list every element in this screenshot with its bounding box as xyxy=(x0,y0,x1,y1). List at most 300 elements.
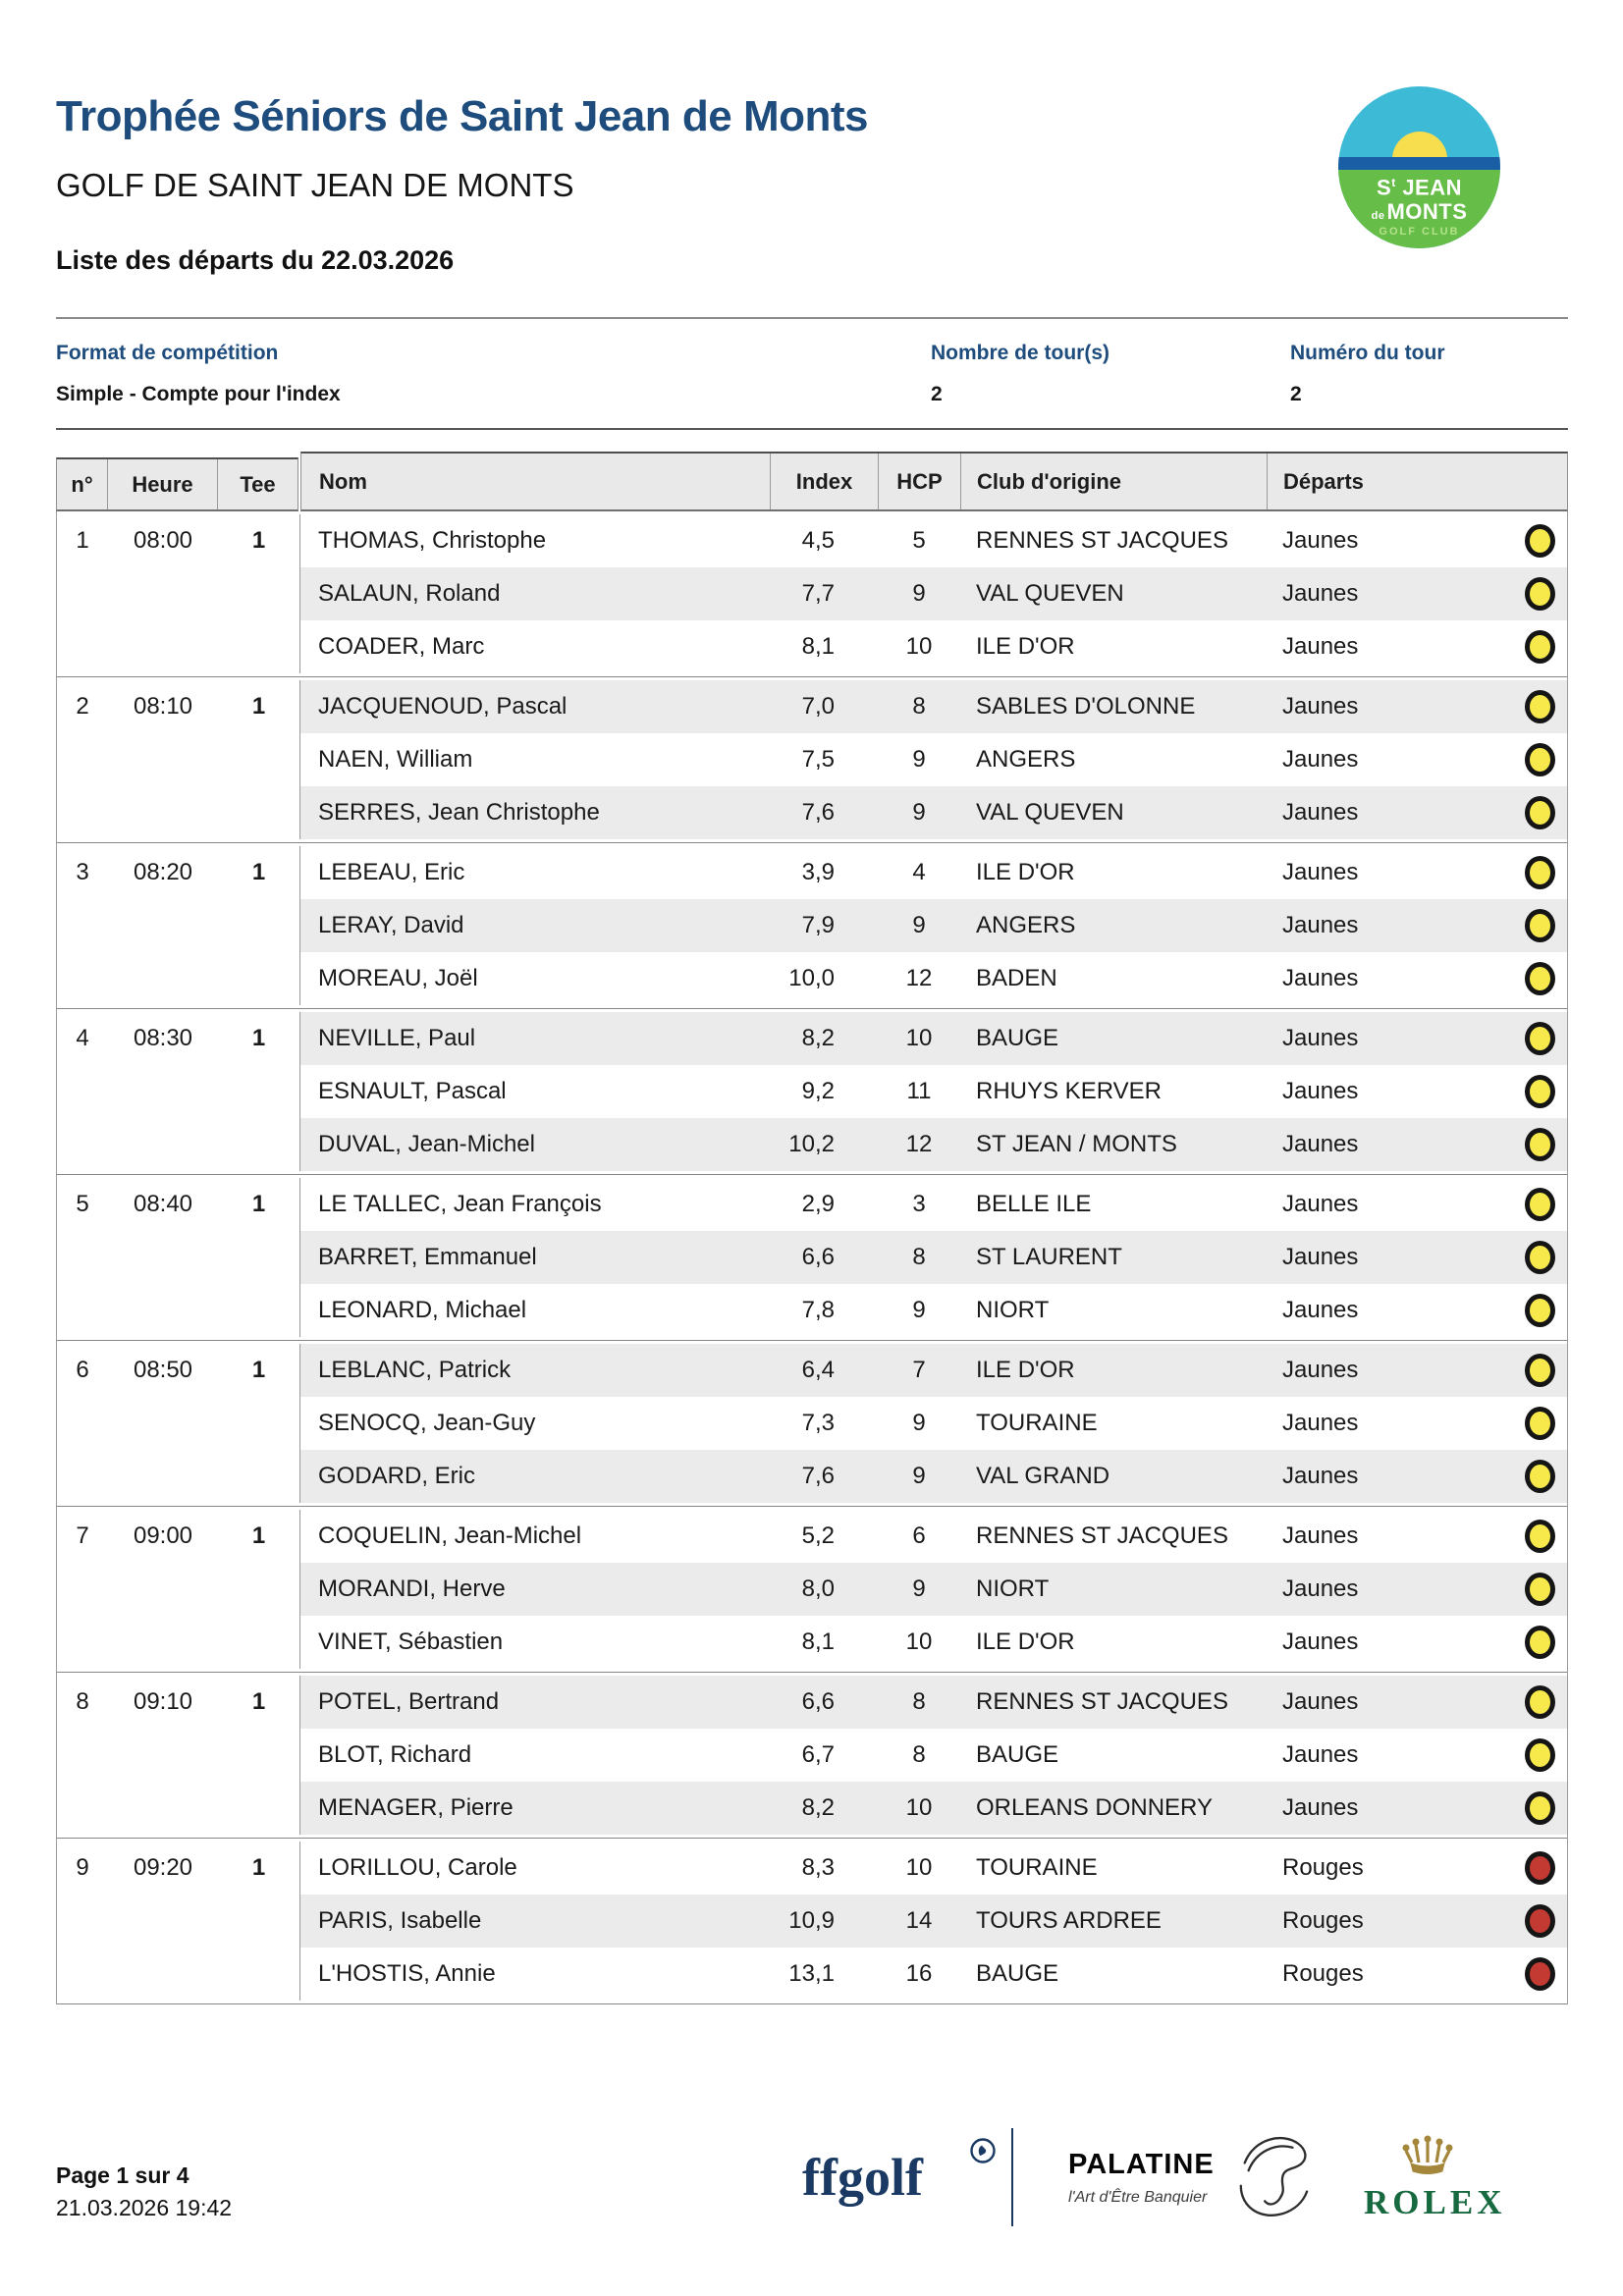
player-departs xyxy=(1267,1128,1567,1161)
group-tee: 1 xyxy=(251,693,266,720)
player-index: 2,9 xyxy=(801,1191,835,1217)
table-body xyxy=(56,511,1568,2004)
player-hcp: 12 xyxy=(905,1131,933,1157)
player-row xyxy=(300,1948,1567,2001)
player-row xyxy=(300,1397,1567,1450)
player-index: 10,2 xyxy=(788,1131,835,1157)
player-departs xyxy=(1267,1022,1567,1055)
player-departs xyxy=(1267,630,1567,664)
player-name: LORILLOU, Carole xyxy=(318,1854,517,1881)
player-club: ST JEAN / MONTS xyxy=(976,1131,1177,1157)
tee-color-dot xyxy=(1525,1685,1555,1719)
player-name: PARIS, Isabelle xyxy=(318,1907,482,1934)
player-row xyxy=(300,1676,1567,1729)
club-name: GOLF DE SAINT JEAN DE MONTS xyxy=(56,167,574,203)
rounds-label: Nombre de tour(s) xyxy=(931,342,1110,364)
rolex-wordmark: ROLEX xyxy=(1364,2182,1506,2221)
divider-rule-top xyxy=(56,317,1568,319)
tee-time-group xyxy=(57,1507,1567,1673)
player-club: BAUGE xyxy=(976,1960,1059,1987)
player-name: THOMAS, Christophe xyxy=(318,527,547,554)
player-departs xyxy=(1267,690,1567,723)
player-name: DUVAL, Jean-Michel xyxy=(318,1131,535,1157)
tee-color-dot xyxy=(1525,909,1555,942)
player-club: ILE D'OR xyxy=(976,859,1075,885)
group-number: 1 xyxy=(76,527,89,554)
player-departs xyxy=(1267,1791,1567,1825)
player-name: SENOCQ, Jean-Guy xyxy=(318,1410,536,1436)
group-players xyxy=(300,1178,1567,1337)
tee-color-dot xyxy=(1525,1904,1555,1938)
player-row xyxy=(300,1012,1567,1065)
player-row xyxy=(300,1344,1567,1397)
player-name: LERAY, David xyxy=(318,912,464,938)
player-hcp: 10 xyxy=(905,1854,933,1881)
group-time: 08:20 xyxy=(133,859,193,885)
group-time: 09:10 xyxy=(133,1688,193,1715)
player-name: LE TALLEC, Jean François xyxy=(318,1191,602,1217)
player-name: SERRES, Jean Christophe xyxy=(318,799,600,826)
tee-color-dot xyxy=(1525,1957,1555,1991)
tee-time-group xyxy=(57,1839,1567,2004)
ffgolf-wordmark: ffgolf xyxy=(802,2148,923,2207)
tee-time-group xyxy=(57,1175,1567,1341)
player-club: ST LAURENT xyxy=(976,1244,1122,1270)
tee-color-label: Jaunes xyxy=(1282,693,1359,720)
format-value: Simple - Compte pour l'index xyxy=(56,383,341,405)
col-header-nom: Nom xyxy=(301,454,771,509)
page-title: Trophée Séniors de Saint Jean de Monts xyxy=(56,92,868,140)
tee-color-label: Rouges xyxy=(1282,1854,1364,1881)
group-time: 08:40 xyxy=(133,1191,193,1217)
tee-color-label: Jaunes xyxy=(1282,1357,1359,1383)
group-players xyxy=(300,1676,1567,1835)
player-index: 10,9 xyxy=(788,1907,835,1934)
player-club: ANGERS xyxy=(976,912,1076,938)
tee-color-dot xyxy=(1525,1520,1555,1553)
col-header-departs: Départs xyxy=(1283,468,1364,494)
group-time: 09:00 xyxy=(133,1522,193,1549)
rooster-registered-icon xyxy=(969,2137,997,2164)
golf-club-logo xyxy=(1338,86,1500,248)
player-index: 7,8 xyxy=(801,1297,835,1323)
player-name: MENAGER, Pierre xyxy=(318,1794,514,1821)
group-info xyxy=(57,1012,300,1171)
tee-color-dot xyxy=(1525,1407,1555,1440)
player-hcp: 10 xyxy=(905,1025,933,1051)
ffgolf-logo xyxy=(802,2148,979,2207)
player-club: SABLES D'OLONNE xyxy=(976,693,1196,720)
group-info xyxy=(57,680,300,839)
divider-rule-info xyxy=(56,428,1568,430)
tee-color-label: Jaunes xyxy=(1282,1191,1359,1217)
player-row xyxy=(300,1231,1567,1284)
tee-color-label: Jaunes xyxy=(1282,1575,1359,1602)
player-club: NIORT xyxy=(976,1575,1050,1602)
player-name: LEONARD, Michael xyxy=(318,1297,527,1323)
player-name: ESNAULT, Pascal xyxy=(318,1078,507,1104)
tee-color-dot xyxy=(1525,1573,1555,1606)
group-players xyxy=(300,1510,1567,1669)
player-hcp: 8 xyxy=(912,1244,926,1270)
page-number: Page 1 sur 4 xyxy=(56,2163,189,2188)
tee-color-label: Jaunes xyxy=(1282,1522,1359,1549)
player-index: 7,5 xyxy=(801,746,835,773)
player-departs xyxy=(1267,1294,1567,1327)
player-club: ANGERS xyxy=(976,746,1076,773)
player-row xyxy=(300,1782,1567,1835)
player-hcp: 11 xyxy=(906,1078,932,1104)
player-club: VAL QUEVEN xyxy=(976,580,1124,607)
group-info xyxy=(57,1344,300,1503)
player-hcp: 10 xyxy=(905,1794,933,1821)
group-info xyxy=(57,1178,300,1337)
player-index: 7,3 xyxy=(801,1410,835,1436)
tee-color-label: Rouges xyxy=(1282,1907,1364,1934)
tee-color-label: Jaunes xyxy=(1282,1794,1359,1821)
start-list-title: Liste des départs du 22.03.2026 xyxy=(56,245,455,275)
group-number: 9 xyxy=(76,1854,89,1881)
group-info xyxy=(57,1510,300,1669)
tee-color-label: Jaunes xyxy=(1282,580,1359,607)
tee-color-dot xyxy=(1525,1294,1555,1327)
player-name: NAEN, William xyxy=(318,746,473,773)
tee-color-label: Jaunes xyxy=(1282,912,1359,938)
tee-color-dot xyxy=(1525,1022,1555,1055)
col-header-hcp: HCP xyxy=(879,454,961,509)
player-hcp: 10 xyxy=(905,1629,933,1655)
group-tee: 1 xyxy=(251,1854,266,1881)
round-number-value: 2 xyxy=(1290,383,1302,405)
tee-color-label: Jaunes xyxy=(1282,1688,1359,1715)
player-club: ILE D'OR xyxy=(976,1357,1075,1383)
player-row xyxy=(300,1616,1567,1669)
tee-color-dot xyxy=(1525,690,1555,723)
tee-time-group xyxy=(57,1341,1567,1507)
tee-color-label: Jaunes xyxy=(1282,633,1359,660)
tee-color-dot xyxy=(1525,1075,1555,1108)
player-departs xyxy=(1267,743,1567,776)
player-index: 7,7 xyxy=(801,580,835,607)
player-index: 6,6 xyxy=(801,1688,835,1715)
player-hcp: 9 xyxy=(912,580,926,607)
tee-color-dot xyxy=(1525,796,1555,829)
tee-color-label: Jaunes xyxy=(1282,1463,1359,1489)
group-info xyxy=(57,514,300,673)
format-label: Format de compétition xyxy=(56,342,279,364)
table-header xyxy=(56,452,1568,511)
player-row xyxy=(300,680,1567,733)
player-hcp: 8 xyxy=(912,1741,926,1768)
player-index: 5,2 xyxy=(801,1522,835,1549)
player-index: 8,3 xyxy=(801,1854,835,1881)
group-tee: 1 xyxy=(251,1522,266,1549)
player-departs xyxy=(1267,1354,1567,1387)
player-hcp: 12 xyxy=(905,965,933,991)
rolex-crown-icon xyxy=(1400,2133,1455,2176)
tee-color-label: Jaunes xyxy=(1282,1741,1359,1768)
tee-color-dot xyxy=(1525,1128,1555,1161)
player-hcp: 14 xyxy=(905,1907,933,1934)
round-number-label: Numéro du tour xyxy=(1290,342,1445,364)
tee-color-dot xyxy=(1525,1241,1555,1274)
player-name: SALAUN, Roland xyxy=(318,580,501,607)
player-hcp: 9 xyxy=(912,1463,926,1489)
player-index: 10,0 xyxy=(788,965,835,991)
player-index: 9,2 xyxy=(801,1078,835,1104)
player-hcp: 5 xyxy=(912,527,926,554)
player-hcp: 6 xyxy=(912,1522,926,1549)
tee-color-label: Jaunes xyxy=(1282,1131,1359,1157)
group-number: 8 xyxy=(76,1688,89,1715)
player-departs xyxy=(1267,1904,1567,1938)
tee-time-group xyxy=(57,1009,1567,1175)
tee-color-dot xyxy=(1525,1626,1555,1659)
player-name: VINET, Sébastien xyxy=(318,1629,504,1655)
player-club: RENNES ST JACQUES xyxy=(976,1688,1228,1715)
player-hcp: 9 xyxy=(912,746,926,773)
player-club: RENNES ST JACQUES xyxy=(976,527,1228,554)
tee-color-dot xyxy=(1525,1791,1555,1825)
tee-color-label: Jaunes xyxy=(1282,1410,1359,1436)
player-departs xyxy=(1267,1241,1567,1274)
group-time: 08:30 xyxy=(133,1025,193,1051)
group-tee: 1 xyxy=(251,1025,266,1051)
player-row xyxy=(300,1284,1567,1337)
player-departs xyxy=(1267,1957,1567,1991)
tee-color-dot xyxy=(1525,524,1555,558)
tee-color-label: Jaunes xyxy=(1282,1297,1359,1323)
player-row xyxy=(300,1065,1567,1118)
player-departs xyxy=(1267,796,1567,829)
player-departs xyxy=(1267,1685,1567,1719)
group-players xyxy=(300,514,1567,673)
player-hcp: 9 xyxy=(912,1297,926,1323)
player-club: TOURAINE xyxy=(976,1854,1098,1881)
player-departs xyxy=(1267,1075,1567,1108)
player-club: BADEN xyxy=(976,965,1057,991)
player-name: COQUELIN, Jean-Michel xyxy=(318,1522,582,1549)
group-tee: 1 xyxy=(251,1191,266,1217)
player-name: L'HOSTIS, Annie xyxy=(318,1960,496,1987)
player-row xyxy=(300,846,1567,899)
player-departs xyxy=(1267,1460,1567,1493)
player-hcp: 16 xyxy=(905,1960,933,1987)
player-row xyxy=(300,1510,1567,1563)
tee-time-group xyxy=(57,677,1567,843)
sponsor-divider xyxy=(1011,2128,1013,2226)
player-departs xyxy=(1267,1573,1567,1606)
player-name: NEVILLE, Paul xyxy=(318,1025,476,1051)
group-players xyxy=(300,680,1567,839)
player-index: 7,6 xyxy=(801,799,835,826)
player-index: 8,1 xyxy=(801,1629,835,1655)
player-index: 3,9 xyxy=(801,859,835,885)
palatine-horse-icon xyxy=(1233,2128,1310,2226)
group-time: 08:10 xyxy=(133,693,193,720)
tee-color-dot xyxy=(1525,577,1555,611)
group-number: 6 xyxy=(76,1357,89,1383)
tee-color-label: Jaunes xyxy=(1282,746,1359,773)
player-hcp: 7 xyxy=(912,1357,926,1383)
rolex-logo xyxy=(1364,2133,1506,2222)
tee-color-label: Jaunes xyxy=(1282,1025,1359,1051)
tee-color-label: Jaunes xyxy=(1282,1244,1359,1270)
player-index: 6,7 xyxy=(801,1741,835,1768)
player-row xyxy=(300,1563,1567,1616)
player-index: 8,0 xyxy=(801,1575,835,1602)
player-club: RHUYS KERVER xyxy=(976,1078,1162,1104)
tee-color-label: Rouges xyxy=(1282,1960,1364,1987)
player-index: 13,1 xyxy=(788,1960,835,1987)
col-header-club: Club d'origine xyxy=(961,454,1268,509)
tee-color-dot xyxy=(1525,1851,1555,1885)
player-departs xyxy=(1267,1626,1567,1659)
tee-color-dot xyxy=(1525,1354,1555,1387)
player-name: COADER, Marc xyxy=(318,633,485,660)
player-row xyxy=(300,1118,1567,1171)
player-row xyxy=(300,786,1567,839)
player-club: ILE D'OR xyxy=(976,633,1075,660)
group-number: 7 xyxy=(76,1522,89,1549)
player-row xyxy=(300,514,1567,567)
player-row xyxy=(300,1842,1567,1895)
player-hcp: 3 xyxy=(912,1191,926,1217)
tee-color-dot xyxy=(1525,1188,1555,1221)
group-time: 08:00 xyxy=(133,527,193,554)
player-name: BLOT, Richard xyxy=(318,1741,472,1768)
player-index: 7,6 xyxy=(801,1463,835,1489)
player-hcp: 4 xyxy=(912,859,926,885)
player-club: ILE D'OR xyxy=(976,1629,1075,1655)
player-index: 6,4 xyxy=(801,1357,835,1383)
table-header-player-block xyxy=(300,452,1568,511)
group-players xyxy=(300,846,1567,1005)
competition-info xyxy=(56,332,1568,420)
player-departs xyxy=(1267,1520,1567,1553)
player-hcp: 10 xyxy=(905,633,933,660)
player-departs xyxy=(1267,577,1567,611)
tee-color-label: Jaunes xyxy=(1282,527,1359,554)
col-header-index: Index xyxy=(771,454,879,509)
group-tee: 1 xyxy=(251,1688,266,1715)
player-club: RENNES ST JACQUES xyxy=(976,1522,1228,1549)
player-departs xyxy=(1267,1738,1567,1772)
player-name: JACQUENOUD, Pascal xyxy=(318,693,568,720)
group-time: 08:50 xyxy=(133,1357,193,1383)
palatine-wordmark: PALATINE xyxy=(1068,2148,1215,2180)
logo-text: $S^t$ JEAN deMONTS GOLF CLUB xyxy=(1371,175,1468,239)
group-players xyxy=(300,1842,1567,2001)
tee-time-group xyxy=(57,511,1567,677)
tee-color-label: Jaunes xyxy=(1282,965,1359,991)
player-row xyxy=(300,1729,1567,1782)
player-name: LEBEAU, Eric xyxy=(318,859,465,885)
player-index: 8,2 xyxy=(801,1025,835,1051)
group-number: 3 xyxy=(76,859,89,885)
player-row xyxy=(300,952,1567,1005)
tee-color-dot xyxy=(1525,630,1555,664)
group-number: 4 xyxy=(76,1025,89,1051)
player-name: LEBLANC, Patrick xyxy=(318,1357,512,1383)
tee-time-group xyxy=(57,1673,1567,1839)
player-row xyxy=(300,620,1567,673)
player-row xyxy=(300,1450,1567,1503)
player-departs xyxy=(1267,524,1567,558)
player-departs xyxy=(1267,962,1567,995)
sponsor-bar xyxy=(785,2118,1506,2236)
player-row xyxy=(300,1178,1567,1231)
player-departs xyxy=(1267,1851,1567,1885)
group-time: 09:20 xyxy=(133,1854,193,1881)
tee-color-label: Jaunes xyxy=(1282,799,1359,826)
tee-color-label: Jaunes xyxy=(1282,1629,1359,1655)
player-club: BAUGE xyxy=(976,1741,1059,1768)
tee-color-label: Jaunes xyxy=(1282,859,1359,885)
player-hcp: 9 xyxy=(912,1410,926,1436)
player-departs xyxy=(1267,856,1567,889)
player-row xyxy=(300,899,1567,952)
player-row xyxy=(300,567,1567,620)
tee-color-label: Jaunes xyxy=(1282,1078,1359,1104)
player-name: MOREAU, Joël xyxy=(318,965,478,991)
player-row xyxy=(300,1895,1567,1948)
palatine-logo xyxy=(1068,2149,1225,2207)
group-tee: 1 xyxy=(251,859,266,885)
player-name: POTEL, Bertrand xyxy=(318,1688,500,1715)
player-hcp: 9 xyxy=(912,1575,926,1602)
player-club: ORLEANS DONNERY xyxy=(976,1794,1213,1821)
group-players xyxy=(300,1344,1567,1503)
player-index: 8,1 xyxy=(801,633,835,660)
player-club: VAL GRAND xyxy=(976,1463,1110,1489)
col-header-num: n° xyxy=(57,459,108,509)
tee-color-dot xyxy=(1525,743,1555,776)
player-departs xyxy=(1267,909,1567,942)
rounds-value: 2 xyxy=(931,383,943,405)
group-players xyxy=(300,1012,1567,1171)
tee-color-dot xyxy=(1525,962,1555,995)
player-club: VAL QUEVEN xyxy=(976,799,1124,826)
player-hcp: 9 xyxy=(912,912,926,938)
print-timestamp: 21.03.2026 19:42 xyxy=(56,2195,233,2220)
player-name: BARRET, Emmanuel xyxy=(318,1244,537,1270)
player-name: MORANDI, Herve xyxy=(318,1575,506,1602)
group-info xyxy=(57,846,300,1005)
table-header-group-block xyxy=(56,457,298,511)
player-departs xyxy=(1267,1188,1567,1221)
player-club: BAUGE xyxy=(976,1025,1059,1051)
group-number: 2 xyxy=(76,693,89,720)
player-hcp: 9 xyxy=(912,799,926,826)
col-header-tee: Tee xyxy=(240,471,276,497)
group-number: 5 xyxy=(76,1191,89,1217)
player-index: 8,2 xyxy=(801,1794,835,1821)
player-hcp: 8 xyxy=(912,693,926,720)
col-header-heure: Heure xyxy=(108,459,218,509)
player-club: NIORT xyxy=(976,1297,1050,1323)
group-tee: 1 xyxy=(251,1357,266,1383)
tee-color-dot xyxy=(1525,1738,1555,1772)
tee-color-dot xyxy=(1525,1460,1555,1493)
tee-color-dot xyxy=(1525,856,1555,889)
player-club: TOURAINE xyxy=(976,1410,1098,1436)
player-row xyxy=(300,733,1567,786)
player-index: 6,6 xyxy=(801,1244,835,1270)
player-index: 7,9 xyxy=(801,912,835,938)
group-info xyxy=(57,1676,300,1835)
player-index: 4,5 xyxy=(801,527,835,554)
